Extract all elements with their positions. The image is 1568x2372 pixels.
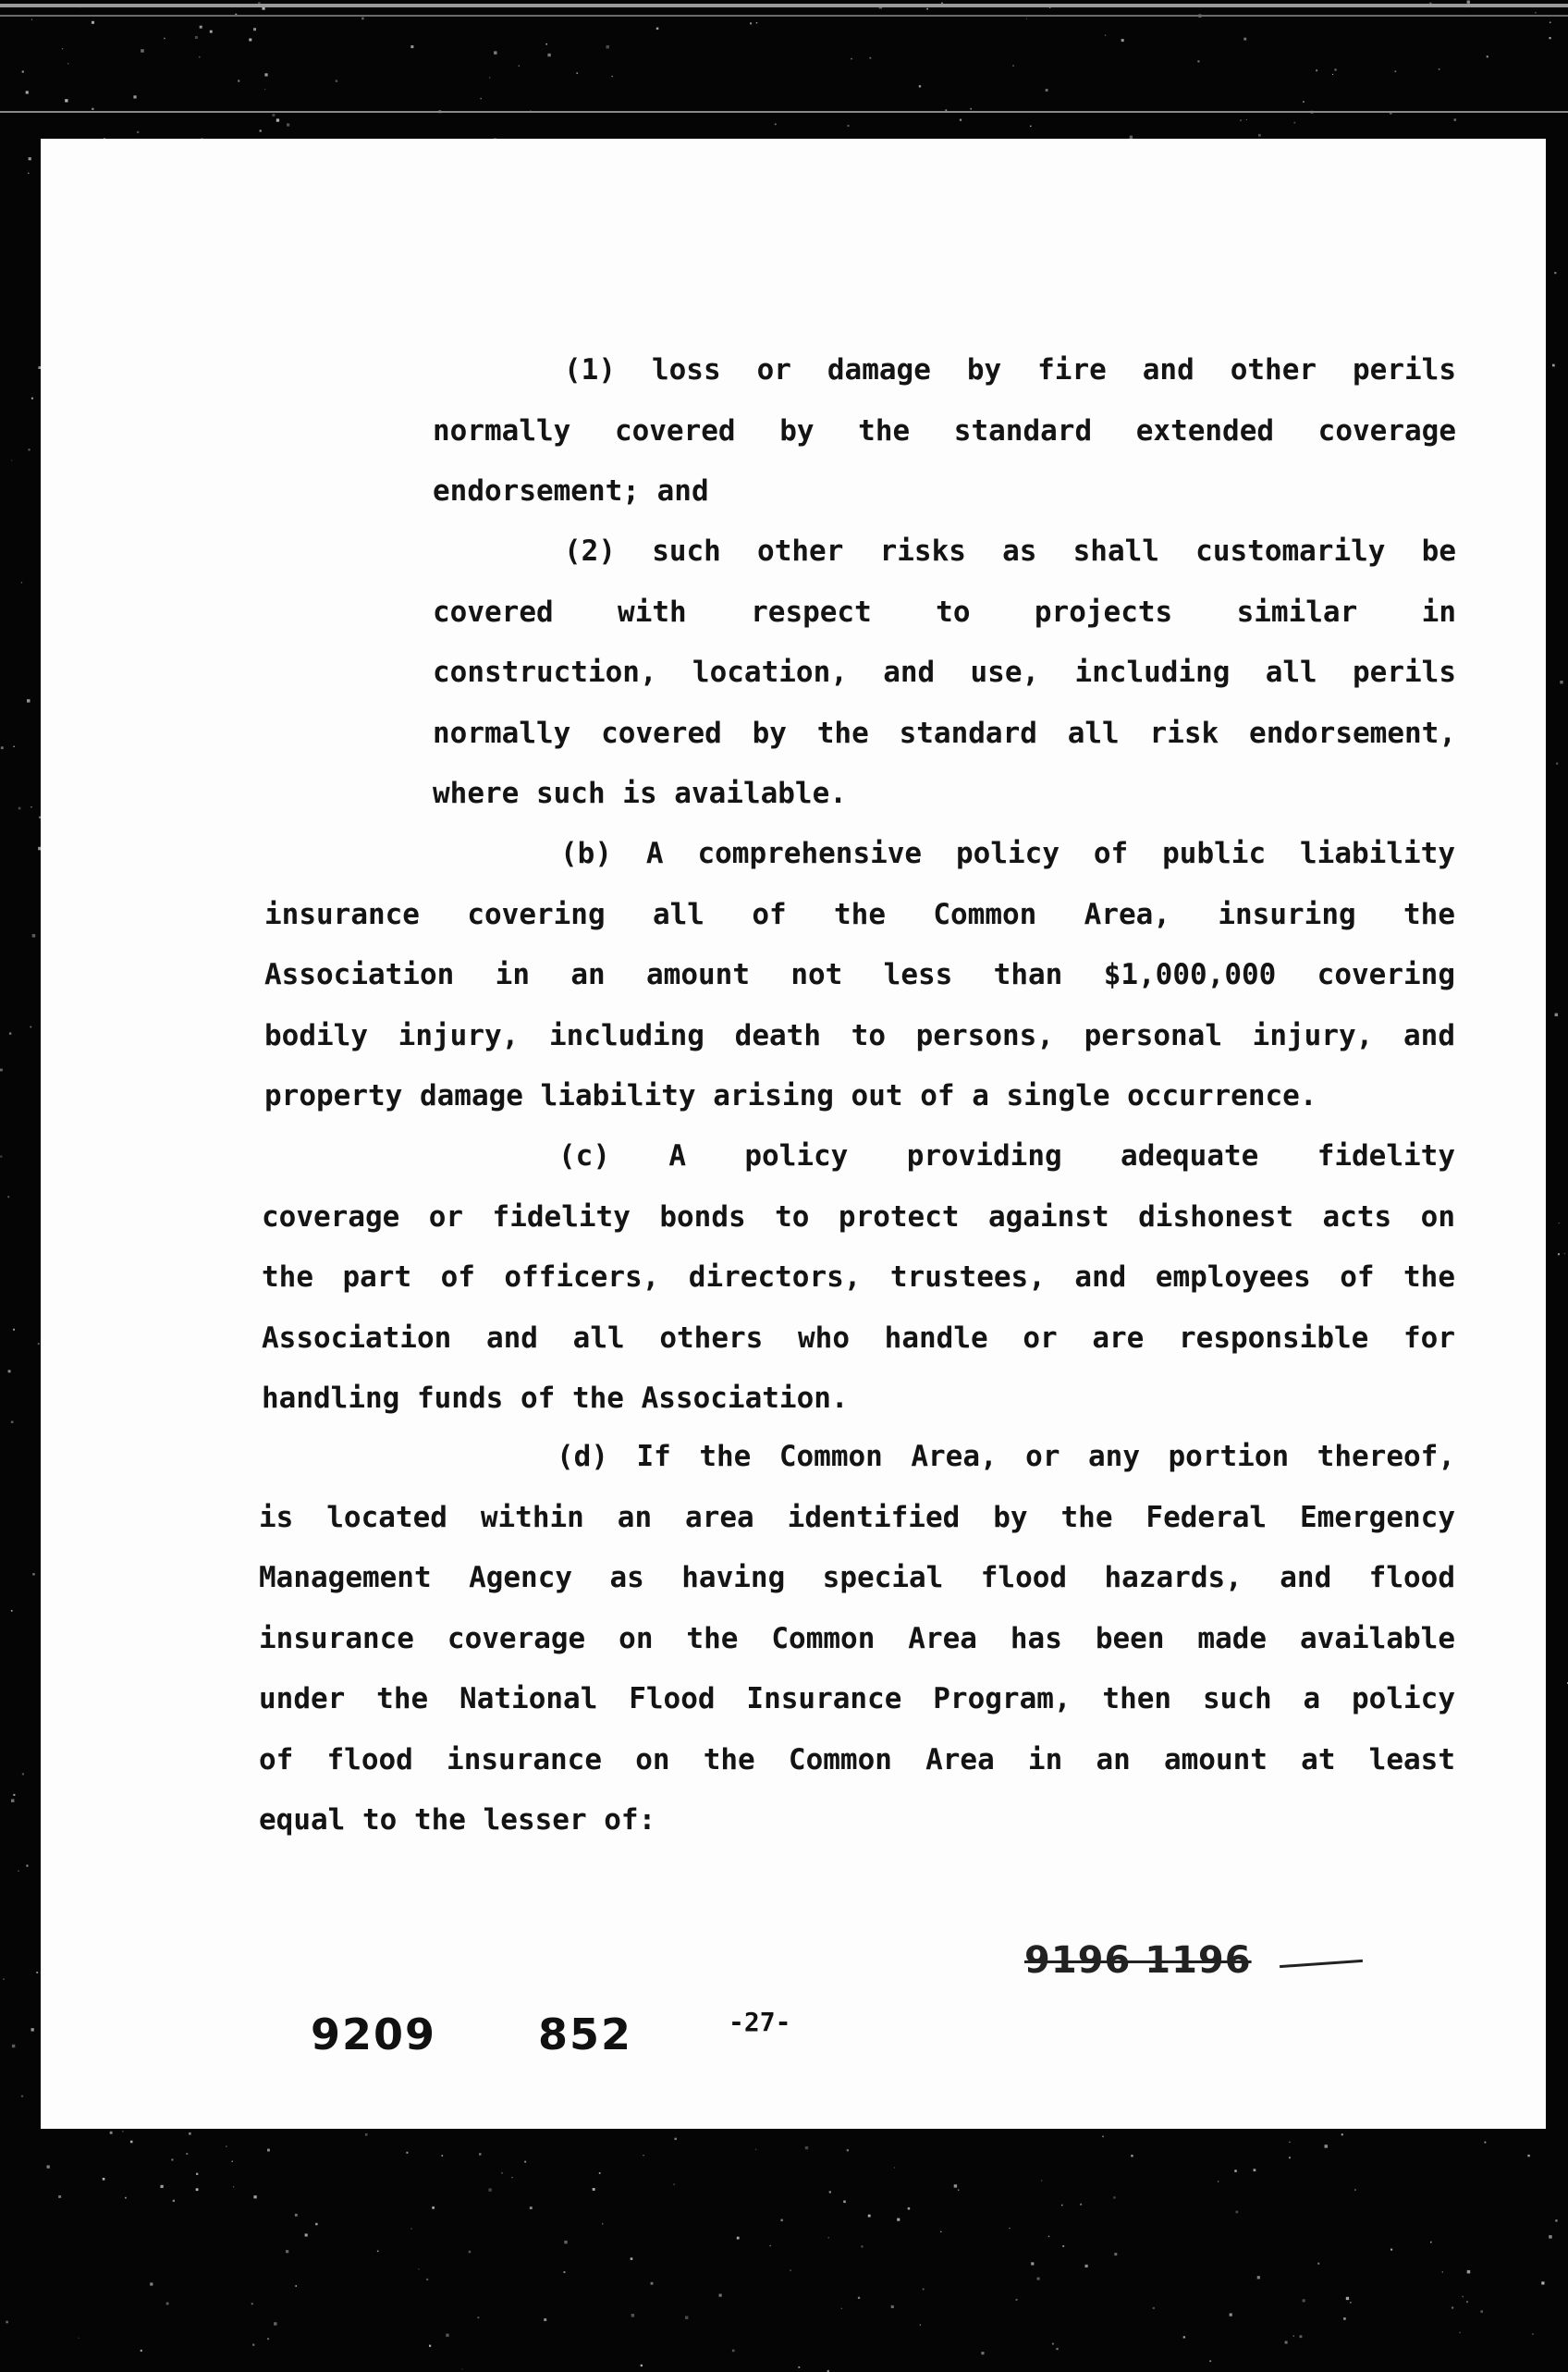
- paragraph-line: (1) loss or damage by fire and other perils: [564, 353, 1456, 387]
- paragraph-c: [262, 1126, 1455, 1430]
- paragraph-line: of flood insurance on the Common Area in an amount at least: [259, 1742, 1455, 1776]
- paragraph-line: Management Agency as having special flood hazards, and flood: [259, 1561, 1455, 1594]
- paragraph-line: coverage or fidelity bonds to protect against dishonest acts on: [262, 1199, 1455, 1234]
- paragraph-line: (b) A comprehensive policy of public liability: [560, 837, 1455, 870]
- document-page: [41, 139, 1546, 2129]
- paragraph-line: handling funds of the Association.: [262, 1382, 849, 1415]
- paragraph-line: insurance covering all of the Common Area, insuring the: [264, 897, 1455, 931]
- paragraph-line: property damage liability arising out of a single occurrence.: [264, 1079, 1317, 1112]
- paragraph-line: under the National Flood Insurance Program, then such a policy: [259, 1682, 1455, 1715]
- paragraph-line: normally covered by the standard extended coverage: [433, 413, 1456, 448]
- paragraph-b: [264, 824, 1455, 1127]
- paragraph-line: endorsement; and: [433, 474, 709, 508]
- paragraph-line: normally covered by the standard all risk endorsement,: [433, 716, 1456, 750]
- paragraph-line: the part of officers, directors, trustees, and employees of the: [262, 1260, 1455, 1294]
- paragraph-line: (c) A policy providing adequate fidelity: [558, 1139, 1455, 1173]
- paragraph-line: (d) If the Common Area, or any portion thereof,: [557, 1440, 1455, 1473]
- paragraph-line: equal to the lesser of:: [259, 1803, 656, 1837]
- strike-line: [1280, 1960, 1363, 1968]
- paragraph-line: Association and all others who handle or are responsible for: [262, 1321, 1455, 1355]
- paragraph-line: construction, location, and use, including all perils: [433, 656, 1456, 689]
- recording-page-number: 852: [538, 2009, 633, 2059]
- paragraph-line: insurance coverage on the Common Area has been made available: [259, 1621, 1455, 1655]
- paragraph-line: (2) such other risks as shall customarily be: [564, 535, 1456, 568]
- paragraph-d: [259, 1427, 1455, 1851]
- paragraph-a1: [433, 340, 1456, 522]
- struck-reference: 9196 1196: [1024, 1939, 1252, 1982]
- paragraph-line: Association in an amount not less than $1,000,000 covering: [264, 958, 1455, 991]
- paragraph-line: is located within an area identified by the Federal Emergency: [259, 1500, 1455, 1534]
- paragraph-a2: [433, 522, 1456, 825]
- book-number: 9209: [311, 2009, 437, 2059]
- paragraph-line: bodily injury, including death to persons, personal injury, and: [264, 1018, 1455, 1052]
- page-number: -27-: [729, 2007, 791, 2037]
- paragraph-line: where such is available.: [433, 777, 847, 810]
- paragraph-line: covered with respect to projects similar in: [433, 595, 1456, 629]
